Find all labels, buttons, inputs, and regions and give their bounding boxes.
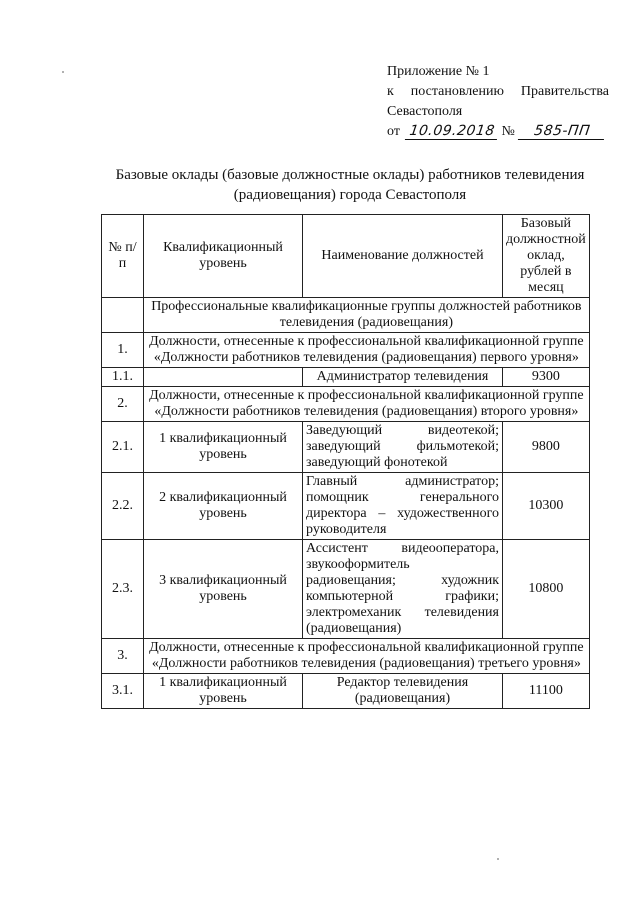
row-position: Заведующий видеотекой; заведующий фильмотекой; заведующий фонотекой [303, 422, 503, 473]
section-title: Профессиональные квалификационные группы должностей работников телевидения (радиовещания) [144, 298, 590, 333]
header-level: Квалификационный уровень [144, 215, 303, 298]
group-num: 1. [102, 333, 144, 368]
appendix-word-government: Правительства [520, 84, 609, 99]
scan-speck [497, 858, 499, 860]
appendix-header [387, 62, 609, 142]
appendix-resolution-line [387, 82, 609, 102]
row-salary: 9800 [503, 422, 590, 473]
group-num: 2. [102, 387, 144, 422]
group-title: Должности, отнесенные к профессиональной квалификационной группе «Должности работников телевидения (радиовещания) второго уровня» [144, 387, 590, 422]
table-row [102, 368, 590, 387]
row-num: 2.2. [102, 473, 144, 540]
row-salary: 10300 [503, 473, 590, 540]
row-level: 2 квалификационный уровень [144, 473, 303, 540]
title-line-1: Базовые оклады (базовые должностные оклады) работников телевидения [115, 167, 585, 183]
section-num-cell [102, 298, 144, 333]
section-row [102, 298, 590, 333]
header-num: № п/п [102, 215, 144, 298]
header-salary: Базовый должностной оклад, рублей в месяц [503, 215, 590, 298]
table-row [102, 422, 590, 473]
row-position: Ассистент видеооператора, звукооформитель радиовещания; художник компьютерной графики; электромеханик телевидения (радиовещания) [303, 540, 503, 639]
appendix-word-k: к [387, 84, 394, 99]
appendix-word-resolution: постановлению [410, 84, 504, 99]
table-row [102, 674, 590, 709]
appendix-city: Севастополя [387, 104, 463, 119]
handwritten-date: 10.09.2018 [405, 124, 499, 140]
title-line-2: (радиовещания) города Севастополя [233, 187, 467, 203]
row-salary: 11100 [503, 674, 590, 709]
document-title [100, 165, 600, 205]
row-salary: 10800 [503, 540, 590, 639]
row-num: 2.1. [102, 422, 144, 473]
row-num: 1.1. [102, 368, 144, 387]
table-header-row [102, 215, 590, 298]
row-position: Редактор телевидения (радиовещания) [303, 674, 503, 709]
group-row [102, 387, 590, 422]
row-num: 2.3. [102, 540, 144, 639]
group-title: Должности, отнесенные к профессиональной квалификационной группе «Должности работников телевидения (радиовещания) третьего уровня» [144, 639, 590, 674]
appendix-date-line [387, 122, 609, 142]
row-level [144, 368, 303, 387]
table-row [102, 540, 590, 639]
row-position: Администратор телевидения [303, 368, 503, 387]
row-level: 1 квалификационный уровень [144, 674, 303, 709]
row-num: 3.1. [102, 674, 144, 709]
row-position: Главный администратор; помощник генерального директора – художественного руководителя [303, 473, 503, 540]
row-salary: 9300 [503, 368, 590, 387]
group-num: 3. [102, 639, 144, 674]
number-prefix: № [501, 124, 515, 139]
appendix-number: Приложение № 1 [387, 64, 490, 79]
group-title: Должности, отнесенные к профессиональной квалификационной группе «Должности работников телевидения (радиовещания) первого уровня» [144, 333, 590, 368]
salary-table [101, 214, 590, 709]
group-row [102, 333, 590, 368]
table-row [102, 473, 590, 540]
header-position: Наименование должностей [303, 215, 503, 298]
scan-speck [62, 71, 64, 73]
group-row [102, 639, 590, 674]
handwritten-number: 585-ПП [518, 124, 606, 140]
date-prefix: от [387, 124, 400, 139]
row-level: 1 квалификационный уровень [144, 422, 303, 473]
row-level: 3 квалификационный уровень [144, 540, 303, 639]
